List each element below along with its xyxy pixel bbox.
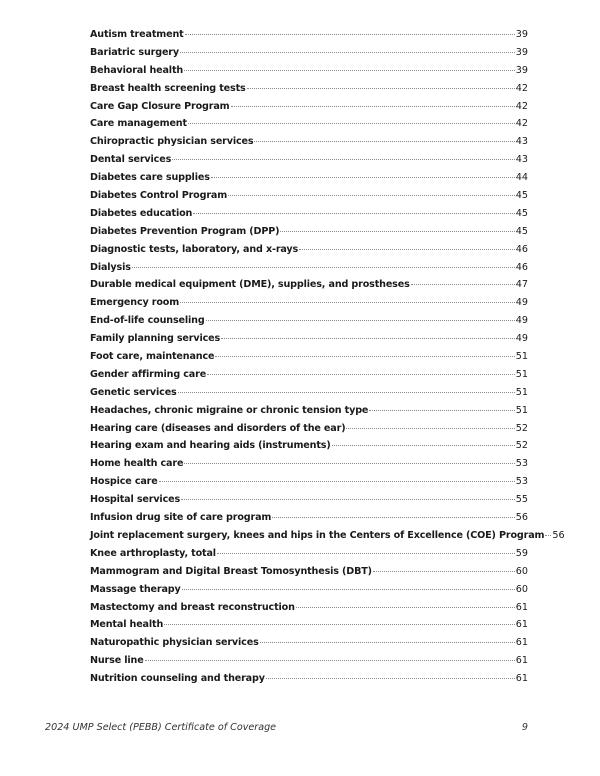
dot-leader <box>266 678 515 679</box>
dot-leader <box>346 428 514 429</box>
dot-leader <box>207 374 515 375</box>
dot-leader <box>296 607 515 608</box>
toc-entry[interactable] <box>90 563 528 581</box>
toc-entry[interactable] <box>90 491 528 509</box>
dot-leader <box>332 445 515 446</box>
toc-entry-page-number[interactable]: 42 <box>515 82 528 94</box>
footer-page-number: 9 <box>521 722 528 733</box>
toc-entry-title[interactable]: Knee arthroplasty, total <box>90 547 216 559</box>
dot-leader <box>217 553 515 554</box>
toc-entry-title[interactable]: Diabetes care supplies <box>90 172 210 184</box>
toc-entry[interactable] <box>90 634 528 652</box>
toc-entry-page-number[interactable]: 46 <box>515 261 528 273</box>
toc-entry-page-number[interactable]: 52 <box>515 422 528 434</box>
footer-document-title: 2024 UMP Select (PEBB) Certificate of Coverage <box>45 722 277 733</box>
toc-entry-page-number[interactable]: 42 <box>515 118 528 130</box>
dot-leader <box>215 356 514 357</box>
toc-entry[interactable] <box>90 652 528 670</box>
dot-leader <box>132 267 515 268</box>
toc-entry[interactable] <box>90 312 528 330</box>
toc-entry-title[interactable]: Care Gap Closure Program <box>90 100 230 112</box>
toc-entry[interactable] <box>90 420 528 438</box>
toc-entry-page-number[interactable]: 60 <box>515 583 528 595</box>
toc-entry-page-number[interactable]: 51 <box>515 351 528 363</box>
toc-entry-title[interactable]: Family planning services <box>90 333 221 345</box>
dot-leader <box>193 213 515 214</box>
toc-entry-title[interactable]: Mental health <box>90 619 164 631</box>
dot-leader <box>178 392 515 393</box>
toc-entry-title[interactable]: Headaches, chronic migraine or chronic tension type <box>90 404 369 416</box>
toc-entry[interactable] <box>90 599 528 617</box>
toc-entry-title[interactable]: Hospital services <box>90 494 181 506</box>
toc-entry-page-number[interactable]: 59 <box>515 547 528 559</box>
toc-entry-title[interactable]: Hearing exam and hearing aids (instruments) <box>90 440 331 452</box>
page-footer <box>45 722 528 733</box>
toc-entry[interactable] <box>90 44 528 62</box>
toc-entry-page-number[interactable]: 61 <box>515 637 528 649</box>
dot-leader <box>545 535 551 536</box>
dot-leader <box>185 34 515 35</box>
dot-leader <box>221 338 515 339</box>
toc-entry[interactable] <box>90 402 528 420</box>
toc-entry[interactable] <box>90 80 528 98</box>
toc-entry-title[interactable]: Massage therapy <box>90 583 181 595</box>
toc-entry-page-number[interactable]: 60 <box>515 565 528 577</box>
toc-entry[interactable] <box>90 151 528 169</box>
toc-entry-title[interactable]: Foot care, maintenance <box>90 351 215 363</box>
toc-entry-page-number[interactable]: 52 <box>515 440 528 452</box>
toc-entry-page-number[interactable]: 49 <box>515 297 528 309</box>
toc-entry-page-number[interactable]: 55 <box>515 494 528 506</box>
toc-entry-page-number[interactable]: 61 <box>515 673 528 685</box>
toc-entry[interactable] <box>90 616 528 634</box>
toc-entry[interactable] <box>90 98 528 116</box>
toc-entry-title[interactable]: Home health care <box>90 458 184 470</box>
toc-entry[interactable] <box>90 294 528 312</box>
toc-entry-title[interactable]: Dental services <box>90 154 172 166</box>
toc-entry-title[interactable]: Mammogram and Digital Breast Tomosynthesis (DBT) <box>90 565 372 577</box>
dot-leader <box>411 284 515 285</box>
toc-entry-title[interactable]: Emergency room <box>90 297 180 309</box>
toc-entry[interactable] <box>90 455 528 473</box>
toc-entry-title[interactable]: Genetic services <box>90 386 177 398</box>
dot-leader <box>172 159 515 160</box>
toc-entry[interactable] <box>90 133 528 151</box>
toc-entry[interactable] <box>90 509 528 527</box>
toc-entry-title[interactable]: Diagnostic tests, laboratory, and x-rays <box>90 243 299 255</box>
toc-entry-title[interactable]: Breast health screening tests <box>90 82 246 94</box>
toc-entry[interactable] <box>90 545 528 563</box>
toc-entry-page-number[interactable]: 43 <box>515 154 528 166</box>
toc-entry-page-number[interactable]: 44 <box>515 172 528 184</box>
toc-entry[interactable] <box>90 169 528 187</box>
toc-entry-title[interactable]: Naturopathic physician services <box>90 637 259 649</box>
dot-leader <box>373 571 515 572</box>
dot-leader <box>272 517 515 518</box>
toc-entry[interactable] <box>90 259 528 277</box>
toc-entry-title[interactable]: Hospice care <box>90 476 158 488</box>
toc-entry-title[interactable]: Infusion drug site of care program <box>90 512 272 524</box>
toc-entry[interactable] <box>90 187 528 205</box>
toc-entry[interactable] <box>90 366 528 384</box>
toc-entry[interactable] <box>90 581 528 599</box>
toc-entry-title[interactable]: Joint replacement surgery, knees and hips in the Centers of Excellence (COE) Program <box>90 529 545 541</box>
toc-entry-page-number[interactable]: 61 <box>515 601 528 613</box>
dot-leader <box>280 231 514 232</box>
toc-entry-title[interactable]: Diabetes Control Program <box>90 190 228 202</box>
toc-entry-title[interactable]: Care management <box>90 118 187 130</box>
toc-entry[interactable] <box>90 437 528 455</box>
toc-entry-title[interactable]: Chiropractic physician services <box>90 136 254 148</box>
toc-entry-title[interactable]: Mastectomy and breast reconstruction <box>90 601 295 613</box>
toc-entry[interactable] <box>90 26 528 44</box>
dot-leader <box>254 141 514 142</box>
toc-entry-page-number[interactable]: 39 <box>515 29 528 40</box>
dot-leader <box>188 123 515 124</box>
dot-leader <box>260 642 515 643</box>
toc-entry-page-number[interactable]: 49 <box>515 333 528 345</box>
toc-entry-page-number[interactable]: 51 <box>515 386 528 398</box>
toc-entry-page-number[interactable]: 43 <box>515 136 528 148</box>
toc-entry-title[interactable]: Hearing care (diseases and disorders of the ear) <box>90 422 346 434</box>
toc-entry-page-number[interactable]: 42 <box>515 100 528 112</box>
toc-entry-title[interactable]: Behavioral health <box>90 64 184 76</box>
toc-entry[interactable] <box>90 473 528 491</box>
dot-leader <box>247 88 515 89</box>
toc-entry[interactable] <box>90 384 528 402</box>
toc-entry-page-number[interactable]: 56 <box>552 529 565 541</box>
dot-leader <box>159 481 515 482</box>
toc-entry[interactable] <box>90 223 528 241</box>
dot-leader <box>145 660 515 661</box>
toc-entry-title[interactable]: End-of-life counseling <box>90 315 205 327</box>
toc-entry-page-number[interactable]: 53 <box>515 458 528 470</box>
toc-entry-page-number[interactable]: 61 <box>515 619 528 631</box>
toc-entry-title[interactable]: Nutrition counseling and therapy <box>90 673 265 685</box>
toc-entry[interactable] <box>90 241 528 259</box>
dot-leader <box>206 320 515 321</box>
dot-leader <box>184 70 515 71</box>
toc-entry-page-number[interactable]: 51 <box>515 368 528 380</box>
toc-entry-page-number[interactable]: 49 <box>515 315 528 327</box>
toc-entry-title[interactable]: Durable medical equipment (DME), supplies, and prostheses <box>90 279 410 291</box>
dot-leader <box>180 52 515 53</box>
dot-leader <box>164 624 515 625</box>
toc-entry-title[interactable]: Dialysis <box>90 261 131 273</box>
toc-entry-page-number[interactable]: 45 <box>515 190 528 202</box>
toc-entry[interactable] <box>90 62 528 80</box>
dot-leader <box>184 463 514 464</box>
toc-entry-page-number[interactable]: 39 <box>515 46 528 58</box>
toc-entry-page-number[interactable]: 46 <box>515 243 528 255</box>
toc-entry[interactable] <box>90 115 528 133</box>
toc-entry-page-number[interactable]: 56 <box>515 512 528 524</box>
dot-leader <box>299 249 515 250</box>
toc-entry[interactable] <box>90 276 528 294</box>
toc-entry-page-number[interactable]: 45 <box>515 207 528 219</box>
table-of-contents <box>90 26 565 688</box>
toc-entry[interactable] <box>90 348 528 366</box>
dot-leader <box>181 499 515 500</box>
toc-entry-page-number[interactable]: 45 <box>515 225 528 237</box>
dot-leader <box>231 106 515 107</box>
dot-leader <box>228 195 515 196</box>
toc-entry-page-number[interactable]: 47 <box>515 279 528 291</box>
toc-entry-page-number[interactable]: 61 <box>515 655 528 667</box>
dot-leader <box>180 302 515 303</box>
toc-entry-title[interactable]: Bariatric surgery <box>90 46 179 58</box>
toc-entry-page-number[interactable]: 53 <box>515 476 528 488</box>
toc-entry[interactable] <box>90 527 565 545</box>
toc-entry[interactable] <box>90 205 528 223</box>
toc-entry-title[interactable]: Autism treatment <box>90 29 184 40</box>
dot-leader <box>182 589 515 590</box>
toc-entry-page-number[interactable]: 51 <box>515 404 528 416</box>
toc-entry[interactable] <box>90 670 528 688</box>
dot-leader <box>211 177 515 178</box>
toc-entry-title[interactable]: Gender affirming care <box>90 368 207 380</box>
toc-entry-page-number[interactable]: 39 <box>515 64 528 76</box>
dot-leader <box>369 410 515 411</box>
toc-entry-title[interactable]: Diabetes Prevention Program (DPP) <box>90 225 280 237</box>
toc-entry[interactable] <box>90 330 528 348</box>
toc-entry-title[interactable]: Diabetes education <box>90 207 193 219</box>
toc-entry-title[interactable]: Nurse line <box>90 655 144 667</box>
